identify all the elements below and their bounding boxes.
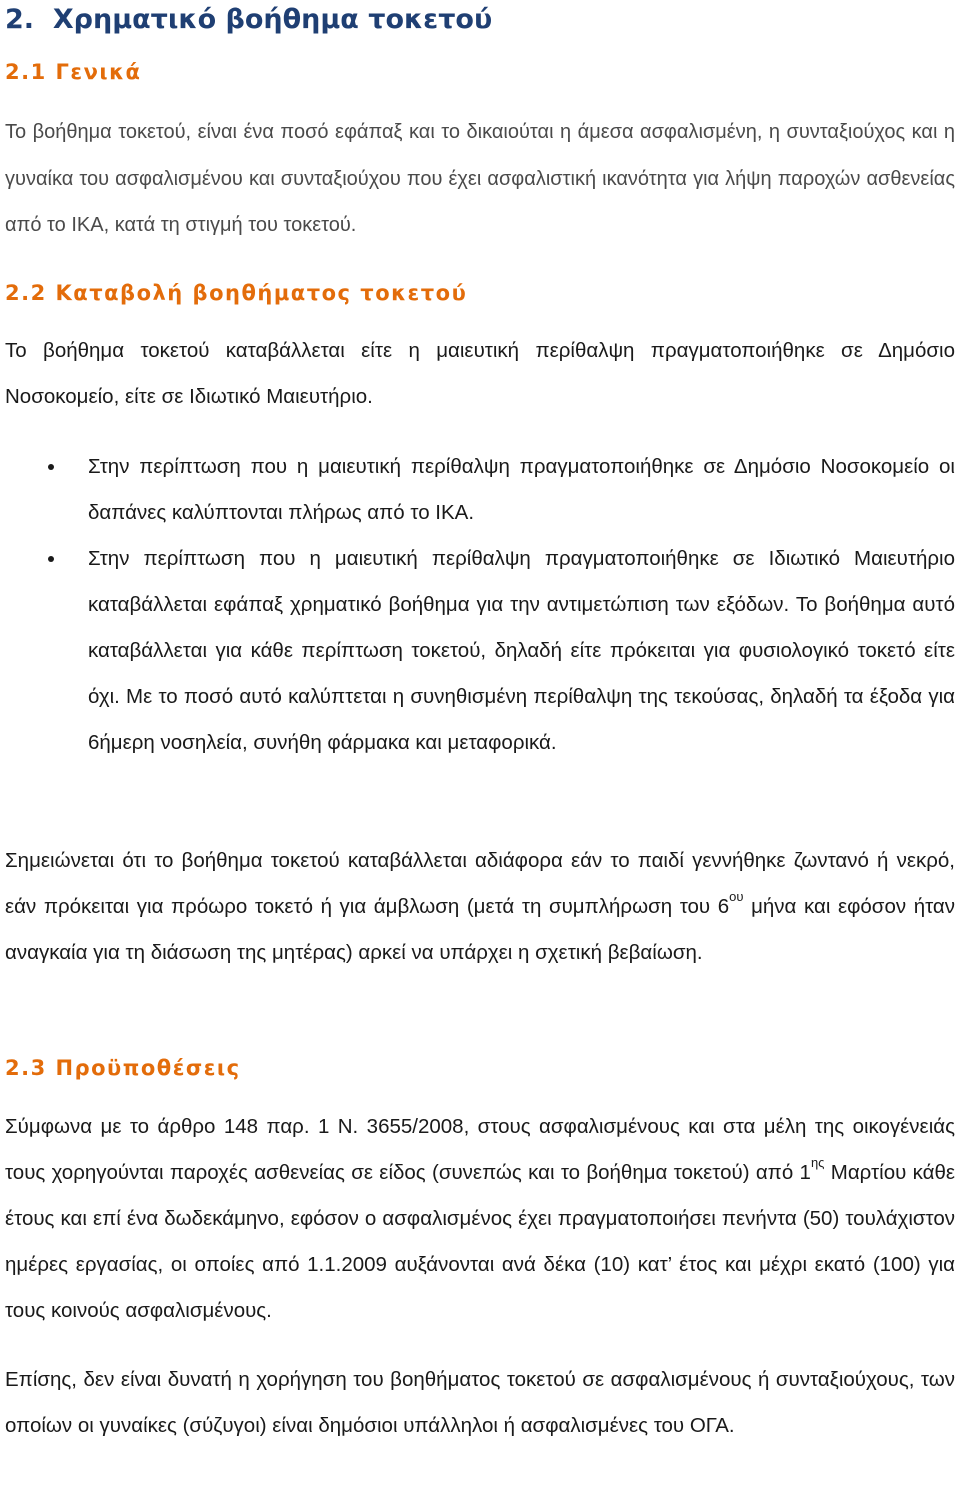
bullet-icon	[48, 464, 54, 470]
list-item	[0, 536, 955, 766]
chapter-title: Χρηματικό βοήθημα τοκετού	[52, 4, 493, 35]
note-text-before: Σημειώνεται ότι το βοήθημα τοκετού καταβάλλεται αδιάφορα εάν το παιδί γεννήθηκε ζωντανό ή νεκρό, εάν πρόκειται για πρόωρο τοκετό ή για άμβλωση (μετά τη συμπλήρωση του 6	[5, 849, 955, 918]
requirements-text-before: Σύμφωνα με το άρθρο 148 παρ. 1 Ν. 3655/2008, στους ασφαλισμένους και στα μέλη της οικογένειάς τους χορηγούνται παροχές ασθενείας σε είδος (συνεπώς και το βοήθημα τοκετού) από 1	[5, 1115, 955, 1184]
section-heading-general: 2.1 Γενικά	[5, 60, 142, 84]
chapter-heading	[5, 2, 955, 38]
general-paragraph: Το βοήθημα τοκετού, είναι ένα ποσό εφάπαξ και το δικαιούται η άμεσα ασφαλισμένη, η συνταξιούχος και η γυναίκα του ασφαλισμένου και συνταξιούχου που έχει ασφαλιστική ικανότητα για λήψη παροχών ασθενείας από το ΙΚΑ, κατά τη στιγμή του τοκετού.	[5, 121, 955, 236]
list-item	[0, 444, 955, 536]
exclusion-paragraph: Επίσης, δεν είναι δυνατή η χορήγηση του βοηθήματος τοκετού σε ασφαλισμένους ή συνταξιούχους, των οποίων οι γυναίκες (σύζυγοι) είναι δημόσιοι υπάλληλοι ή ασφαλισμένες του ΟΓΑ.	[5, 1368, 955, 1437]
requirements-paragraph	[5, 1104, 955, 1334]
section-heading-requirements: 2.3 Προϋποθέσεις	[5, 1056, 241, 1080]
bullet-text-public-hospital: Στην περίπτωση που η μαιευτική περίθαλψη πραγματοποιήθηκε σε Δημόσιο Νοσοκομείο οι δαπάνες καλύπτονται πλήρως από το ΙΚΑ.	[88, 455, 955, 524]
chapter-number: 2.	[5, 4, 35, 35]
requirements-superscript: ης	[810, 1155, 825, 1170]
requirements-text-after: Μαρτίου κάθε έτους και επί ένα δωδεκάμηνο, εφόσον ο ασφαλισμένος έχει πραγματοποιήσει πενήντα (50) τουλάχιστον ημέρες εργασίας, οι οποίες από 1.1.2009 αυξάνονται ανά δέκα (10) κατ’ έτος και μέχρι εκατό (100) για τους κοινούς ασφαλισμένους.	[5, 1161, 955, 1322]
bullet-text-private-clinic: Στην περίπτωση που η μαιευτική περίθαλψη πραγματοποιήθηκε σε Ιδιωτικό Μαιευτήριο καταβάλλεται εφάπαξ χρηματικό βοήθημα για την αντιμετώπιση των εξόδων. Το βοήθημα αυτό καταβάλλεται για κάθε περίπτωση τοκετού, δηλαδή είτε πρόκειται για φυσιολογικό τοκετό είτε όχι. Με το ποσό αυτό καλύπτεται η συνηθισμένη περίθαλψη της τεκούσας, δηλαδή τα έξοδα για 6ήμερη νοσηλεία, συνήθη φάρμακα και μεταφορικά.	[88, 547, 955, 754]
note-text-after: μήνα και εφόσον ήταν αναγκαία για τη διάσωση της μητέρας) αρκεί να υπάρχει η σχετική βεβαίωση.	[5, 895, 955, 964]
payment-paragraph: Το βοήθημα τοκετού καταβάλλεται είτε η μαιευτική περίθαλψη πραγματοποιήθηκε σε Δημόσιο Νοσοκομείο, είτε σε Ιδιωτικό Μαιευτήριο.	[5, 339, 955, 408]
payment-bullet-list	[0, 444, 955, 766]
bullet-icon	[48, 556, 54, 562]
note-superscript: ου	[729, 889, 744, 904]
section-heading-payment: 2.2 Καταβολή βοηθήματος τοκετού	[5, 281, 468, 305]
note-paragraph	[5, 838, 955, 976]
